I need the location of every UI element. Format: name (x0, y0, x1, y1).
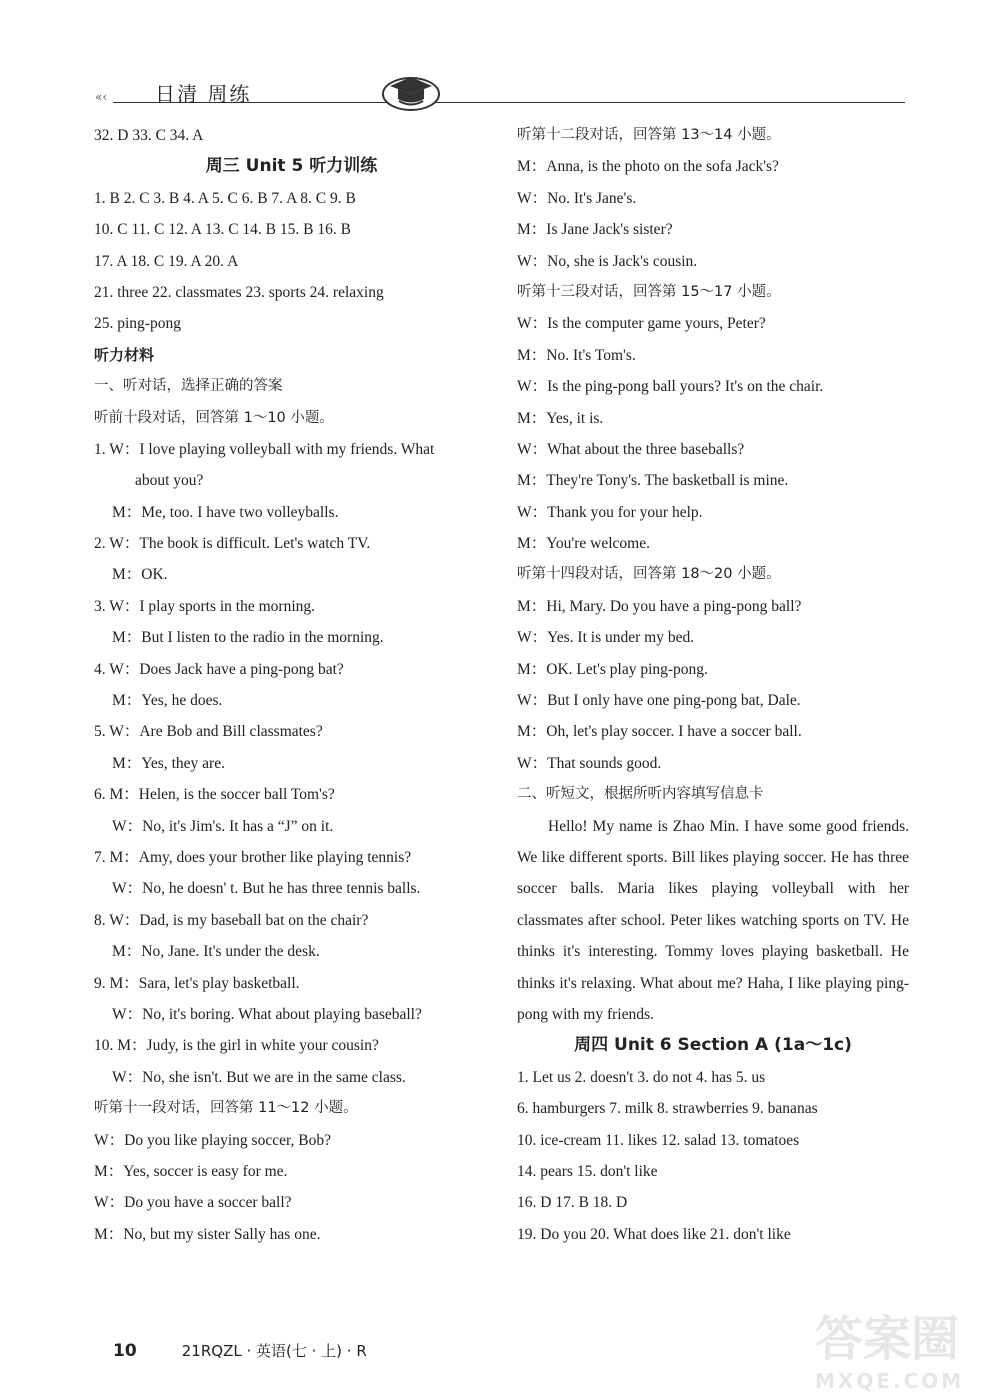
text-line: 14. pears 15. don't like (517, 1163, 658, 1180)
page-number: 10 (113, 1341, 137, 1361)
text-line: 7. M：Amy, does your brother like playing tennis? (94, 848, 412, 866)
text-line: 6. hamburgers 7. milk 8. strawberries 9. bananas (517, 1100, 818, 1118)
text-line: 32. D 33. C 34. A (94, 127, 204, 144)
right-column-dialogues (517, 120, 909, 811)
double-arrow-icon: «‹ (95, 90, 108, 104)
text-line: M：No, Jane. It's under the desk. (112, 943, 320, 961)
watermark-url: MXQE.COM (815, 1369, 965, 1393)
right-column (517, 120, 909, 1250)
text-line: M：You're welcome. (517, 535, 650, 553)
text-line: 25. ping-pong (94, 315, 181, 333)
text-line: 5. W：Are Bob and Bill classmates? (94, 723, 323, 741)
text-line: W：No, it's boring. What about playing baseball? (112, 1005, 422, 1023)
text-line: W：No, it's Jim's. It has a “J” on it. (112, 817, 334, 835)
text-line: W：Yes. It is under my bed. (517, 629, 695, 647)
text-line: 10. ice-cream 11. likes 12. salad 13. tomatoes (517, 1131, 800, 1149)
listening-passage: Hello! My name is Zhao Min. I have some good friends. We like different sports. Bill likes playing soccer. He has three soccer balls. Maria likes playing volleyball with her classmates after school. Peter likes watching sports on TV. He thinks it's interesting. Tommy loves playing basketball. He thinks it's relaxing. What about me? Haha, I like playing ping-pong with my friends. (517, 817, 909, 1024)
text-line: W：But I only have one ping-pong bat, Dale. (517, 692, 801, 710)
text-line: 19. Do you 20. What does like 21. don't like (517, 1225, 791, 1243)
instruction-line: 听前十段对话，回答第 1～10 小题。 (94, 409, 334, 426)
text-line: M：Yes, he does. (112, 692, 223, 710)
instruction-line: 听力材料 (94, 345, 155, 364)
text-line: M：They're Tony's. The basketball is mine. (517, 472, 789, 490)
text-line: 6. M：Helen, is the soccer ball Tom's? (94, 786, 335, 804)
text-line: 1. B 2. C 3. B 4. A 5. C 6. B 7. A 8. C 9. B (94, 189, 356, 207)
text-line: W：Do you like playing soccer, Bob? (94, 1131, 331, 1149)
instruction-line: 听第十一段对话，回答第 11～12 小题。 (94, 1100, 358, 1117)
instruction-line: 听第十三段对话，回答第 15～17 小题。 (517, 283, 781, 300)
text-line: 3. W：I play sports in the morning. (94, 597, 315, 615)
text-line: M：OK. Let's play ping-pong. (517, 660, 708, 678)
text-line: W：No. It's Jane's. (517, 189, 637, 207)
text-line: 1. W：I love playing volleyball with my friends. What (94, 440, 435, 458)
text-line: 16. D 17. B 18. D (517, 1194, 628, 1212)
text-line: M：Yes, soccer is easy for me. (94, 1162, 288, 1180)
text-line: M：No, but my sister Sally has one. (94, 1225, 321, 1243)
section-heading: 周四 Unit 6 Section A (1a～1c) (574, 1035, 852, 1056)
text-line: 2. W：The book is difficult. Let's watch TV. (94, 535, 371, 553)
instruction-line: 一、听对话，选择正确的答案 (94, 378, 283, 395)
text-line: 4. W：Does Jack have a ping-pong bat? (94, 660, 344, 678)
text-line: W：What about the three baseballs? (517, 440, 745, 458)
text-line: W：No, he doesn' t. But he has three tennis balls. (112, 880, 421, 898)
text-line: 8. W：Dad, is my baseball bat on the chair? (94, 911, 369, 929)
text-line: about you? (135, 472, 204, 490)
instruction-line: 听第十四段对话，回答第 18～20 小题。 (517, 566, 781, 583)
text-line: W：Is the computer game yours, Peter? (517, 315, 766, 333)
watermark-text: 答案圈 (815, 1311, 960, 1367)
text-line: M：Oh, let's play soccer. I have a soccer ball. (517, 723, 802, 741)
text-line: W：Do you have a soccer ball? (94, 1194, 292, 1212)
text-line: W：That sounds good. (517, 754, 662, 772)
text-line: 17. A 18. C 19. A 20. A (94, 252, 239, 270)
left-column (94, 120, 489, 1250)
text-line: M：OK. (112, 566, 168, 584)
section-heading: 周三 Unit 5 听力训练 (205, 156, 378, 177)
text-line: M：Is Jane Jack's sister? (517, 221, 673, 239)
text-line: W：Thank you for your help. (517, 503, 703, 521)
header-title: 日清 周练 (155, 82, 252, 106)
text-line: M：No. It's Tom's. (517, 346, 636, 364)
text-line: M：Anna, is the photo on the sofa Jack's? (517, 158, 779, 176)
text-line: M：Hi, Mary. Do you have a ping-pong ball? (517, 597, 802, 615)
text-line: 9. M：Sara, let's play basketball. (94, 974, 300, 992)
instruction-line: 二、听短文，根据所听内容填写信息卡 (517, 786, 764, 803)
text-line: 21. three 22. classmates 23. sports 24. relaxing (94, 283, 384, 301)
text-line: M：But I listen to the radio in the morning. (112, 629, 384, 647)
text-line: W：No, she isn't. But we are in the same class. (112, 1068, 406, 1086)
text-line: 10. M：Judy, is the girl in white your cousin? (94, 1037, 379, 1055)
right-column-answers (517, 1030, 909, 1250)
text-line: M：Yes, they are. (112, 754, 225, 772)
graduation-cap-icon (380, 72, 442, 112)
text-line: 10. C 11. C 12. A 13. C 14. B 15. B 16. B (94, 221, 351, 239)
page-footer (113, 1340, 367, 1361)
watermark-logo (815, 1300, 980, 1393)
text-line: M：Me, too. I have two volleyballs. (112, 503, 339, 521)
page-header (95, 72, 910, 112)
text-line: 1. Let us 2. doesn't 3. do not 4. has 5. us (517, 1068, 766, 1086)
text-line: M：Yes, it is. (517, 409, 604, 427)
instruction-line: 听第十二段对话，回答第 13～14 小题。 (517, 127, 781, 143)
text-line: W：No, she is Jack's cousin. (517, 252, 698, 270)
text-line: W：Is the ping-pong ball yours? It's on the chair. (517, 378, 824, 396)
book-code: 21RQZL · 英语(七 · 上) · R (181, 1342, 367, 1360)
